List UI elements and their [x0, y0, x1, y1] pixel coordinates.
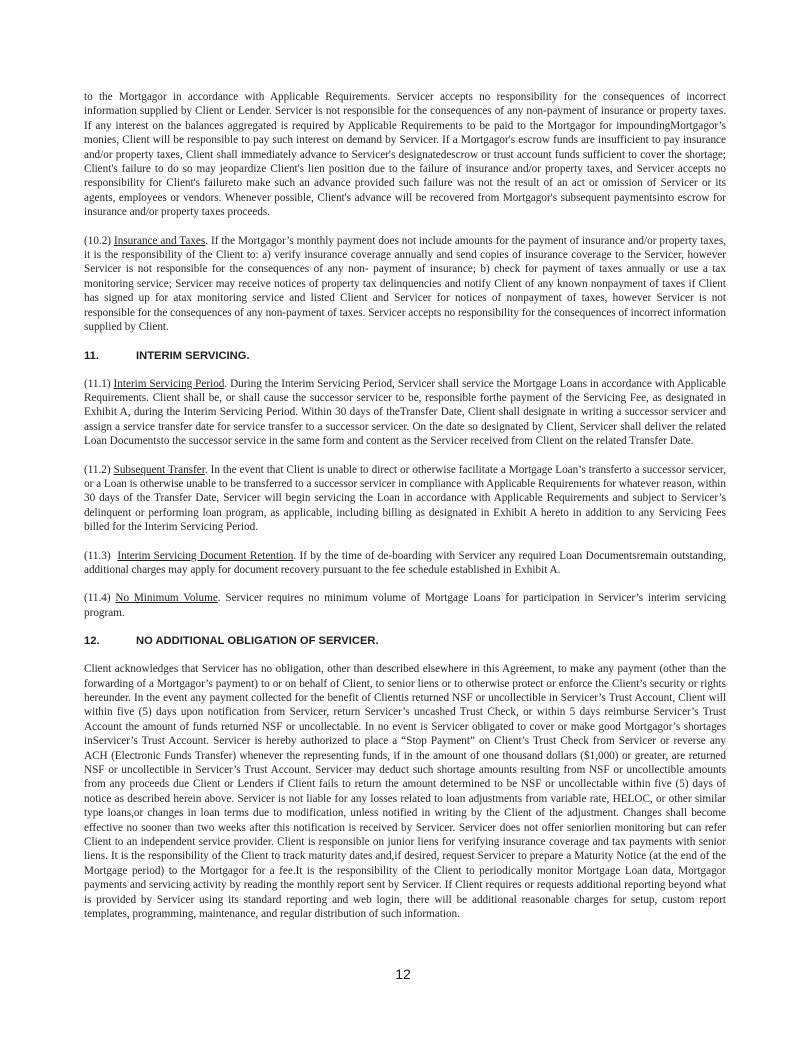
section-title: INTERIM SERVICING.	[136, 349, 250, 362]
paragraph-number: (11.3)	[84, 549, 111, 562]
paragraph-11-2	[84, 463, 726, 535]
section-heading-12	[84, 634, 726, 648]
paragraph-10-2	[84, 234, 726, 335]
paragraph-11-1	[84, 377, 726, 449]
paragraph-body: . During the Interim Servicing Period, Servicer shall service the Mortgage Loans in accordance with Applicable Requirements. Client shall be, or shall cause the successor servicer to be, responsible forthe payment of the Servicing Fee, as designated in Exhibit A, during the Interim Servicing Period. Within 30 days of theTransfer Date, Client shall designate in writing a successor servicer and assign a service transfer date for service transfer to a successor servicer. On the date so designated by Client, Servicer shall deliver the related Loan Documentsto the successor service in the same form and content as the Servicer received from Client on the related Transfer Date.	[84, 377, 727, 448]
paragraph-body: . If by the time of de-boarding with Servicer any required Loan Documentsremain outstanding, additional charges may apply for document recovery pursuant to the fee schedule established in Exhibit A.	[84, 549, 727, 576]
paragraph-11-4	[84, 591, 726, 620]
paragraph-number: (11.4)	[84, 592, 111, 605]
paragraph-number: (11.2)	[84, 463, 111, 476]
paragraph-title: Interim Servicing Document Retention	[117, 549, 294, 562]
paragraph-title: No Minimum Volume	[115, 592, 218, 605]
paragraph-number: (10.2)	[84, 234, 112, 247]
section-number: 11.	[84, 349, 99, 362]
paragraph-escrow-continuation: to the Mortgagor in accordance with Applicable Requirements. Servicer accepts no responsibility for the consequences of incorrect information supplied by Client or Lender. Servicer is not responsible for the consequences of any non-payment of insurance or property taxes. If any interest on the balances aggregated is required by Applicable Requirements to be paid to the Mortgagor for impoundingMortgagor’s monies, Client will be responsible to pay such interest on demand by Servicer. If a Mortgagor's escrow funds are insufficient to pay insurance and/or property taxes, Client shall immediately advance to Servicer's designatedescrow or trust account funds sufficient to cover the shortage; Client's failure to do so may jeopardize Client's lien position due to the failure of insurance and/or property taxes, and Servicer accepts no responsibility for Client's failureto make such an advance provided such failure was not the result of an act or omission of Servicer or its agents, employees or vendors. Whenever possible, Client's advance will be recovered from Mortgagor's subsequent paymentsinto escrow for insurance and/or property taxes proceeds.	[84, 91, 726, 219]
paragraph-body: . If the Mortgagor’s monthly payment does not include amounts for the payment of insurance and/or property taxes, it is the responsibility of the Client to: a) verify insurance coverage annually and send copies of insurance coverage to the Servicer, however Servicer is not responsible for the consequences of any non- payment of insurance; b) check for payment of taxes annually or use a tax monitoring service; Servicer may receive notices of property tax delinquencies and notify Client of any known nonpayment of taxes if Client has signed up for atax monitoring service and listed Client and Servicer for notices of nonpayment of taxes, however Servicer is not responsible for the consequences of any non-payment of taxes. Servicer accepts no responsibility for the consequences of incorrect information supplied by Client.	[84, 234, 726, 334]
paragraph-title: Insurance and Taxes	[113, 234, 206, 247]
paragraph-11-3	[84, 549, 726, 578]
paragraph-number: (11.1)	[84, 377, 111, 390]
paragraph-12: Client acknowledges that Servicer has no obligation, other than described elsewhere in this Agreement, to make any payment (other than the forwarding of a Mortgagor’s payment) to or on behalf of Client, to senior liens or to otherwise protect or enforce the Client’s security or rights hereunder. In the event any payment collected for the benefit of Clientis returned NSF or uncollectible in Servicer’s Trust Account, Client will within five (5) days upon notification from Servicer, return Servicer’s uncashed Trust Check, or within 5 days reimburse Servicer’s Trust Account the amount of funds returned NSF or uncollectable. In no event is Servicer obligated to cover or make good Mortgagor’s shortages inServicer’s Trust Account. Servicer is hereby authorized to place a “Stop Payment” on Client’s Trust Check from Servicer or reverse any ACH (Electronic Funds Transfer) whenever the representing funds, if in the amount of one thousand dollars ($1,000) or greater, are returned NSF or uncollectible in Servicer’s Trust Account. Servicer may deduct such shortage amounts resulting from NSF or uncollectible amounts from any proceeds due Client or Lenders if Client fails to return the amount determined to be NSF or uncollectable within five (5) days of notice as described herein above. Servicer is not liable for any losses related to loan adjustments from variable rate, HELOC, or other similar type loans,or changes in loan terms due to modification, unless notified in writing by the Client of the adjustment. Changes shall become effective no sooner than two weeks after this notification is received by Servicer. Servicer does not offer seniorlien monitoring but can refer Client to an independent service provider. Client is responsible on junior liens for verifying insurance coverage and tax payments with senior liens. It is the responsibility of the Client to track maturity dates and,if desired, request Servicer to prepare a Maturity Notice (at the end of the Mortgage period) to the Mortgagor for a fee.It is the responsibility of the Client to periodically monitor Mortgage Loan data, Mortgagor payments and servicing activity by reading the monthly report sent by Servicer. If Client requires or requests additional reporting beyond what is provided by Servicer using its standard reporting and web login, there will be additional reasonable charges for setup, custom report templates, programming, maintenance, and regular distribution of such information.	[84, 663, 726, 921]
page-number: 12	[395, 966, 411, 982]
paragraph-title: Interim Servicing Period	[113, 377, 225, 390]
paragraph-title: Subsequent Transfer	[113, 463, 205, 476]
section-number: 12.	[84, 635, 100, 648]
paragraph-body: . Servicer requires no minimum volume of Mortgage Loans for participation in Servicer’s interim servicing program.	[84, 592, 726, 619]
paragraph-body: . In the event that Client is unable to direct or otherwise facilitate a Mortgage Loan’s transferto a successor servicer, or a Loan is otherwise unable to be transferred to a successor servicer in compliance with Applicable Requirements for whatever reason, within 30 days of the Transfer Date, Servicer will begin servicing the Loan in accordance with Applicable Requirements and subject to Servicer’s delinquent or performing loan program, as applicable, including billing as designated in Exhibit A hereto in addition to any Servicing Fees billed for the Interim Servicing Period.	[84, 463, 727, 534]
section-title: NO ADDITIONAL OBLIGATION OF SERVICER.	[136, 635, 379, 648]
section-heading-11	[84, 349, 726, 363]
